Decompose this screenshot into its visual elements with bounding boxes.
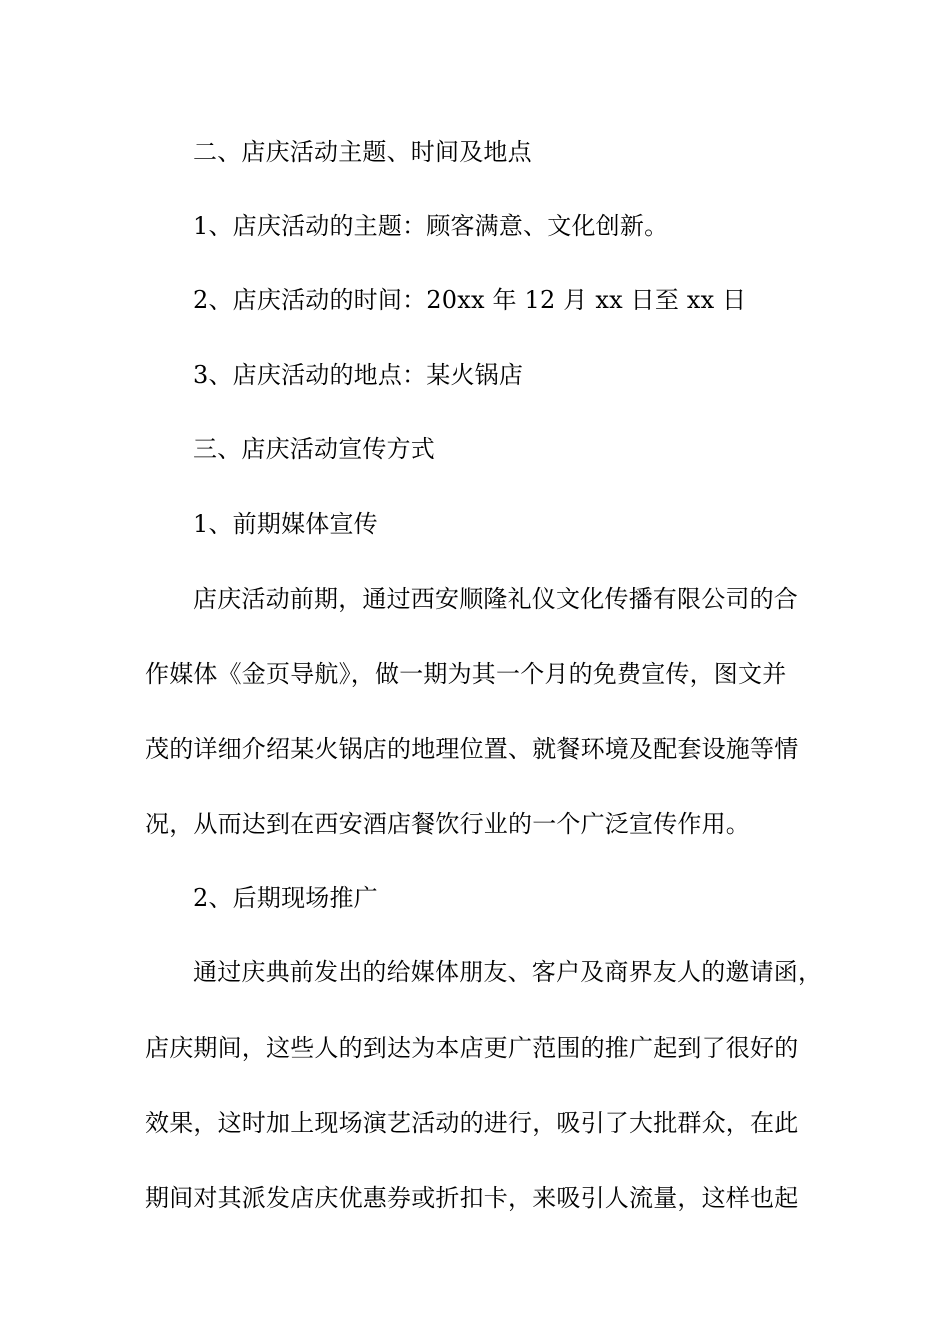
time-item: 2、店庆活动的时间：20xx 年 12 月 xx 日至 xx 日 [193, 286, 747, 314]
paragraph-line: 况，从而达到在西安酒店餐饮行业的一个广泛宣传作用。 [145, 810, 750, 838]
paragraph-line: 店庆期间，这些人的到达为本店更广范围的推广起到了很好的 [145, 1034, 799, 1062]
theme-item: 1、店庆活动的主题：顾客满意、文化创新。 [193, 212, 669, 240]
paragraph-line: 效果，这时加上现场演艺活动的进行，吸引了大批群众，在此 [145, 1109, 799, 1137]
section-heading-2: 二、店庆活动主题、时间及地点 [193, 138, 532, 166]
paragraph-line: 期间对其派发店庆优惠券或折扣卡，来吸引人流量，这样也起 [145, 1184, 799, 1212]
location-item: 3、店庆活动的地点：某火锅店 [193, 361, 524, 389]
paragraph-line: 通过庆典前发出的给媒体朋友、客户及商界友人的邀请函， [193, 958, 823, 986]
paragraph-line: 茂的详细介绍某火锅店的地理位置、就餐环境及配套设施等情 [145, 735, 799, 763]
subheading-media-promo: 1、前期媒体宣传 [193, 510, 378, 538]
section-heading-3: 三、店庆活动宣传方式 [193, 435, 435, 463]
paragraph-line: 店庆活动前期，通过西安顺隆礼仪文化传播有限公司的合 [193, 585, 798, 613]
paragraph-line: 作媒体《金页导航》，做一期为其一个月的免费宣传，图文并 [145, 660, 787, 688]
subheading-onsite-promo: 2、后期现场推广 [193, 884, 378, 912]
